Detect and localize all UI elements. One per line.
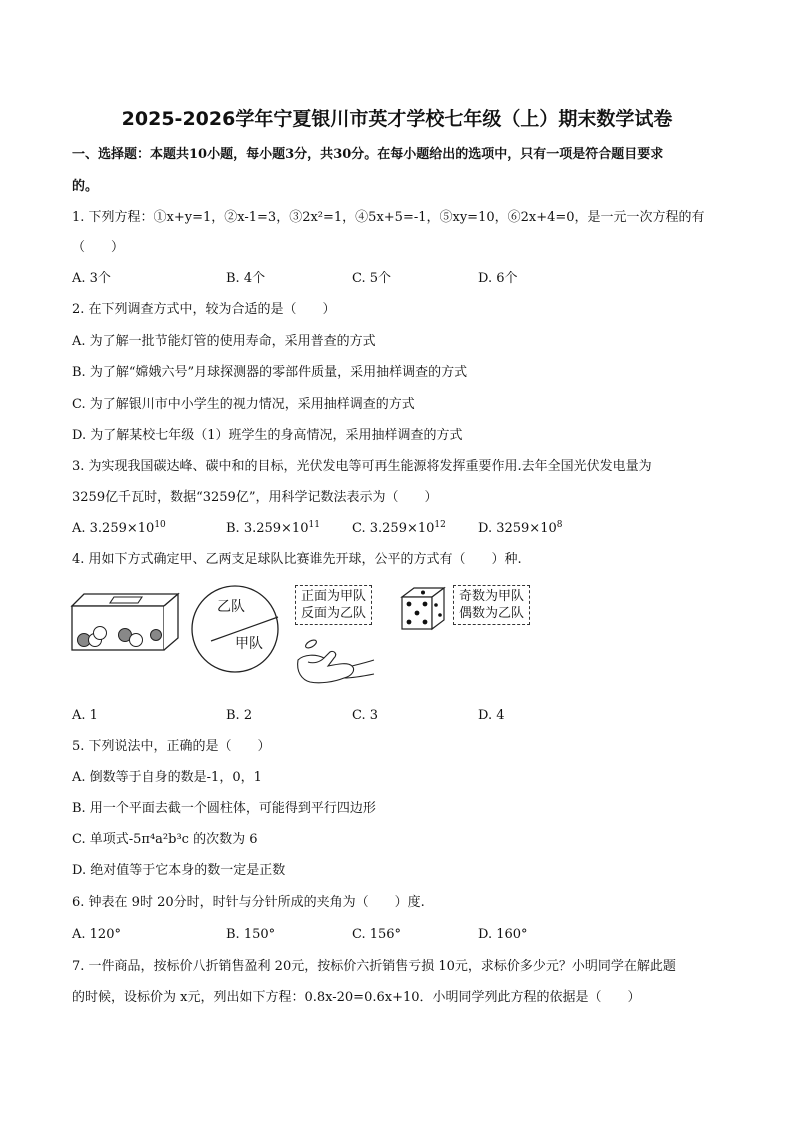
q1-option-d: D. 6个 xyxy=(478,271,518,286)
q3-option-c: C. $3.259\times 10^{12}$ xyxy=(352,520,446,536)
q7-stem-line1: 7. 一件商品，按标价八折销售盈利 20元，按标价六折销售亏损 10元，求标价多少元？小明同学在解此题 xyxy=(72,959,676,974)
q5-stem: 5. 下列说法中，正确的是（ ） xyxy=(72,739,271,754)
q6-option-a: A. 120° xyxy=(72,927,121,942)
coin-rule-tails: 反面为乙队 xyxy=(301,606,367,621)
q3-option-d: D. $3259\times 10^8$ xyxy=(478,520,563,536)
spinner-figure xyxy=(190,584,280,674)
q2-option-d: D. 为了解某校七年级（1）班学生的身高情况，采用抽样调查的方式 xyxy=(72,428,463,443)
section-instructions-end: 的。 xyxy=(72,179,99,194)
q2-option-a: A. 为了解一批节能灯管的使用寿命，采用普查的方式 xyxy=(72,334,376,349)
q1-blank: （ ） xyxy=(72,240,125,255)
coin-rule-box xyxy=(295,585,372,625)
q5-option-b: B. 用一个平面去截一个圆柱体，可能得到平行四边形 xyxy=(72,801,376,816)
ball-box-figure xyxy=(70,592,182,654)
q2-stem: 2. 在下列调查方式中，较为合适的是（ ） xyxy=(72,302,336,317)
q2-option-c: C. 为了解银川市中小学生的视力情况，采用抽样调查的方式 xyxy=(72,397,415,412)
dice-rule-odd: 奇数为甲队 xyxy=(459,589,525,604)
section-instructions: 一、选择题：本题共10小题，每小题3分，共30分。在每小题给出的选项中，只有一项是符合题目要求 xyxy=(72,147,664,162)
q1-stem: 1. 下列方程：①x+y=1，②x-1=3，③2x²=1，④5x+5=-1，⑤xy=10，⑥2x+4=0，是一元一次方程的有 xyxy=(72,210,705,225)
q6-stem: 6. 钟表在 9时 20分时，时针与分针所成的夹角为（ ）度. xyxy=(72,895,425,910)
exam-title: 2025-2026学年宁夏银川市英才学校七年级（上）期末数学试卷 xyxy=(121,108,673,130)
hand-flip-coin-icon xyxy=(294,638,376,688)
q4-option-d: D. 4 xyxy=(478,708,505,723)
q2-option-b: B. 为了解“嫦娥六号”月球探测器的零部件质量，采用抽样调查的方式 xyxy=(72,365,468,380)
q5-option-d: D. 绝对值等于它本身的数一定是正数 xyxy=(72,863,286,878)
q6-option-d: D. 160° xyxy=(478,927,528,942)
q4-option-b: B. 2 xyxy=(226,708,253,723)
q4-stem: 4. 用如下方式确定甲、乙两支足球队比赛谁先开球，公平的方式有（ ）种. xyxy=(72,552,522,567)
q6-option-c: C. 156° xyxy=(352,927,402,942)
q3-option-b: B. $3.259\times 10^{11}$ xyxy=(226,520,320,536)
spinner-label-jia: 甲队 xyxy=(235,636,263,652)
q3-stem-line1: 3. 为实现我国碳达峰、碳中和的目标，光伏发电等可再生能源将发挥重要作用.去年全国光伏发电量为 xyxy=(72,459,652,474)
q4-option-a: A. 1 xyxy=(72,708,98,723)
coin-rule-heads: 正面为甲队 xyxy=(301,589,367,604)
q1-option-a: A. 3个 xyxy=(72,271,111,286)
q1-option-c: C. 5个 xyxy=(352,271,392,286)
q4-option-c: C. 3 xyxy=(352,708,379,723)
dice-rule-box xyxy=(453,585,530,625)
q5-option-a: A. 倒数等于自身的数是-1，0，1 xyxy=(72,770,262,785)
q1-option-b: B. 4个 xyxy=(226,271,266,286)
dice-icon xyxy=(398,585,446,633)
spinner-label-yi: 乙队 xyxy=(217,599,245,615)
q3-stem-line2: 3259亿千瓦时，数据“3259亿”，用科学记数法表示为（ ） xyxy=(72,490,438,505)
q3-option-a: A. $3.259\times 10^{10}$ xyxy=(72,520,166,536)
dice-rule-even: 偶数为乙队 xyxy=(459,606,525,621)
q6-option-b: B. 150° xyxy=(226,927,276,942)
q7-stem-line2: 的时候，设标价为 x元，列出如下方程：0.8x-20=0.6x+10．小明同学列此方程的依据是（ ） xyxy=(72,990,641,1005)
q5-option-c: C. 单项式-5π⁴a²b³c 的次数为 6 xyxy=(72,832,258,847)
